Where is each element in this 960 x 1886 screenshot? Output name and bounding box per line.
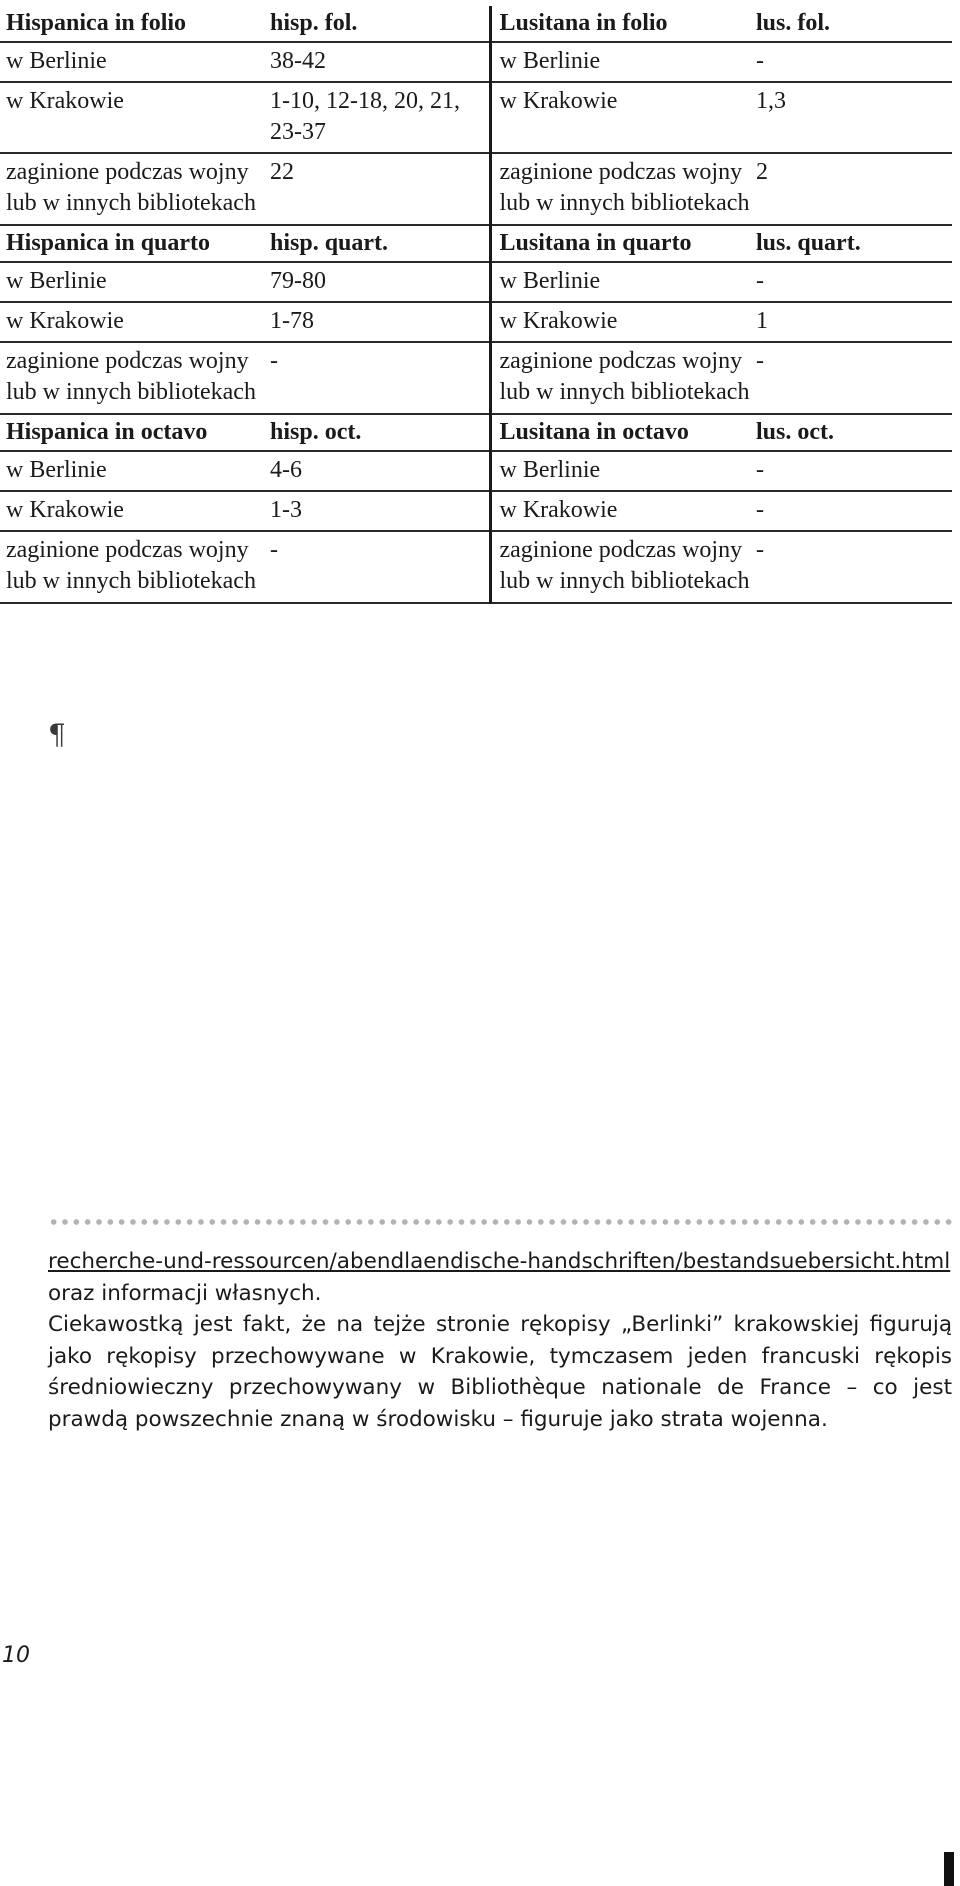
section-header-cell: Hispanica in folio [0,6,264,42]
table-cell: 22 [264,153,490,225]
table-row [0,42,952,82]
table-cell: 1-10, 12-18, 20, 21, 23-37 [264,82,490,153]
table-cell: - [750,342,952,414]
table-cell: - [750,42,952,82]
section-header-cell: Hispanica in octavo [0,414,264,451]
table-body [0,6,952,603]
table-cell: 1,3 [750,82,952,153]
table-cell: w Krakowie [490,302,750,342]
table-cell: - [264,531,490,603]
table-row [0,82,952,153]
table-cell: - [750,491,952,531]
section-header-cell: Hispanica in quarto [0,225,264,262]
table-cell: 1 [750,302,952,342]
table-cell: w Berlinie [490,451,750,491]
footnote-url-suffix: oraz informacji własnych. [48,1280,322,1306]
table-cell: - [750,451,952,491]
table-cell: w Krakowie [490,82,750,153]
section-header-cell: Lusitana in octavo [490,414,750,451]
pilcrow-mark: ¶ [48,718,66,751]
table-cell: w Berlinie [0,262,264,302]
section-header-cell: lus. quart. [750,225,952,262]
section-header-cell: lus. fol. [750,6,952,42]
table-cell: zaginione podczas wojny lub w innych bibliotekach [0,531,264,603]
table-cell: w Berlinie [0,451,264,491]
table-cell: zaginione podczas wojny lub w innych bibliotekach [0,342,264,414]
section-header-row [0,225,952,262]
table-row [0,153,952,225]
table-cell: w Krakowie [490,491,750,531]
section-header-cell: Lusitana in folio [490,6,750,42]
footnote [48,1246,952,1435]
table-row [0,342,952,414]
table-cell: zaginione podczas wojny lub w innych bibliotekach [490,153,750,225]
section-header-cell: hisp. oct. [264,414,490,451]
section-header-cell: hisp. fol. [264,6,490,42]
collections-table [0,6,952,604]
section-header-cell: lus. oct. [750,414,952,451]
footnote-url-link[interactable]: recherche-und-ressourcen/abendlaendische-handschriften/bestandsuebersicht.html [48,1249,951,1274]
table-cell: - [264,342,490,414]
table-cell: zaginione podczas wojny lub w innych bibliotekach [490,342,750,414]
section-header-row [0,414,952,451]
page-number: 10 [2,1643,30,1668]
table-row [0,531,952,603]
table-cell: w Berlinie [0,42,264,82]
table-cell: w Krakowie [0,82,264,153]
table-row [0,491,952,531]
table-cell: - [750,531,952,603]
footnote-line-1 [48,1246,952,1309]
table-cell: w Berlinie [490,262,750,302]
table-cell: w Berlinie [490,42,750,82]
table-row [0,262,952,302]
table-cell: 38-42 [264,42,490,82]
section-header-row [0,6,952,42]
table-cell: w Krakowie [0,491,264,531]
table-cell: 1-3 [264,491,490,531]
section-header-cell: hisp. quart. [264,225,490,262]
table-cell: 1-78 [264,302,490,342]
table-cell: 79-80 [264,262,490,302]
table-cell: - [750,262,952,302]
section-header-cell: Lusitana in quarto [490,225,750,262]
table-row [0,302,952,342]
footnote-separator [48,1218,954,1226]
table-cell: 2 [750,153,952,225]
table-cell: w Krakowie [0,302,264,342]
table-cell: zaginione podczas wojny lub w innych bibliotekach [0,153,264,225]
table-cell: zaginione podczas wojny lub w innych bibliotekach [490,531,750,603]
corner-mark [944,1852,954,1886]
footnote-paragraph: Ciekawostką jest fakt, że na tejże stronie rękopisy „Berlinki” krakowskiej figurują jako rękopisy przechowywane w Krakowie, tymczasem jeden francuski rękopis średniowieczny przechowywany w Bibliothèque nationale de France – co jest prawdą powszechnie znaną w środowisku – figuruje jako strata wojenna. [48,1312,952,1432]
table-row [0,451,952,491]
table-cell: 4-6 [264,451,490,491]
